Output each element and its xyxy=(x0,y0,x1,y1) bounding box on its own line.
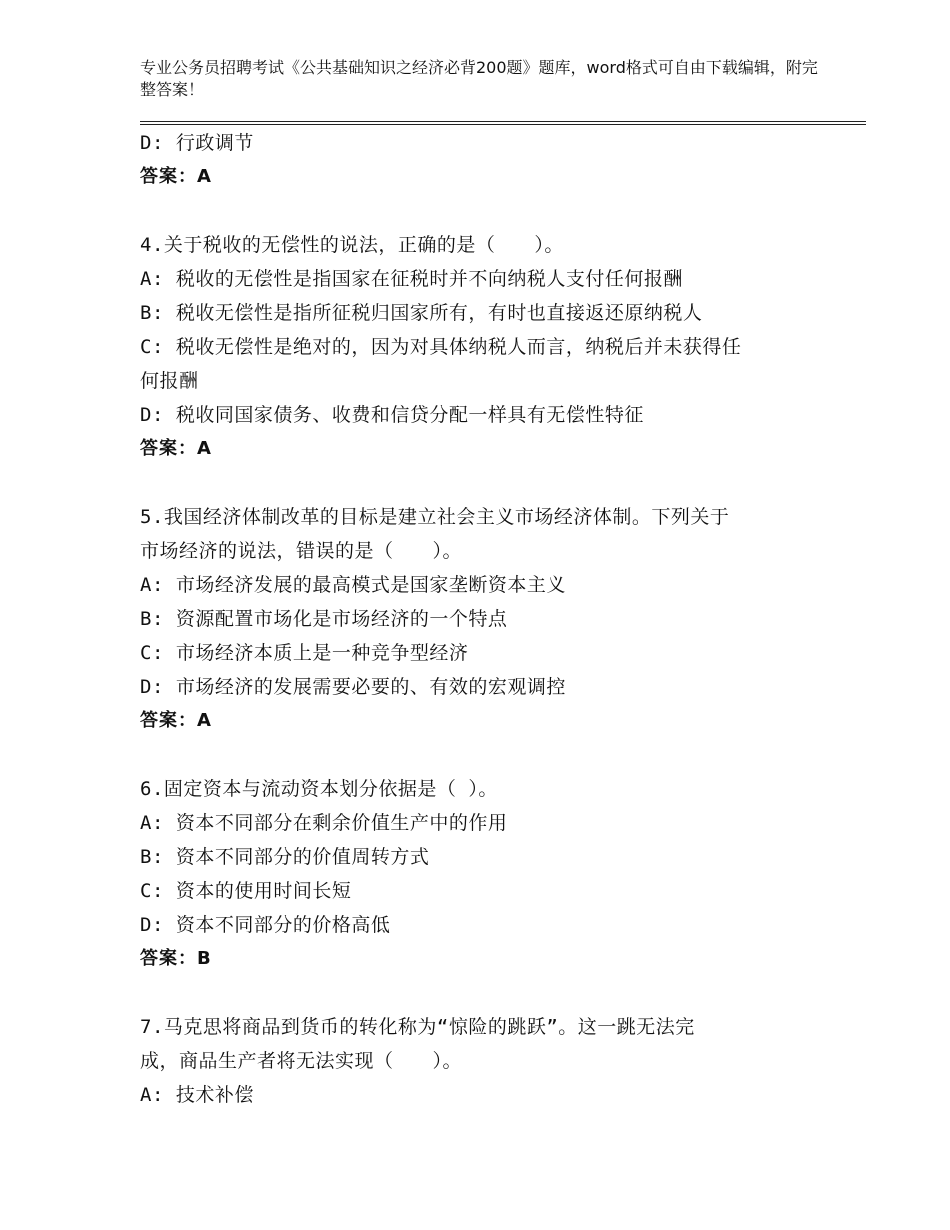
question-stem: 6.固定资本与流动资本划分依据是（ ）。 xyxy=(140,778,498,800)
question-block xyxy=(140,772,830,1010)
answer: 答案：A xyxy=(140,166,212,187)
question-stem: 市场经济的说法，错误的是（ ）。 xyxy=(140,540,463,562)
spacer xyxy=(140,194,830,228)
spacer xyxy=(140,738,830,772)
option-c: 何报酬 xyxy=(140,370,199,392)
document-header: 专业公务员招聘考试《公共基础知识之经济必背200题》题库，word格式可自由下载编辑，附完整答案！ xyxy=(140,58,818,99)
option-a: A: 资本不同部分在剩余价值生产中的作用 xyxy=(140,812,508,834)
option-d: D: 税收同国家债务、收费和信贷分配一样具有无偿性特征 xyxy=(140,404,644,426)
answer: 答案：A xyxy=(140,710,212,731)
option-c: C: 税收无偿性是绝对的，因为对具体纳税人而言，纳税后并未获得任 xyxy=(140,336,742,358)
question-list xyxy=(140,126,830,1112)
option-d: D: 行政调节 xyxy=(140,132,254,154)
option-a: A: 技术补偿 xyxy=(140,1084,254,1106)
header-rule-bottom xyxy=(140,124,866,125)
question-block xyxy=(140,1010,830,1112)
question-stem: 7.马克思将商品到货币的转化称为“惊险的跳跃”。这一跳无法完 xyxy=(140,1016,695,1038)
answer: 答案：B xyxy=(140,948,212,969)
answer: 答案：A xyxy=(140,438,212,459)
option-b: B: 资本不同部分的价值周转方式 xyxy=(140,846,430,868)
option-a: A: 市场经济发展的最高模式是国家垄断资本主义 xyxy=(140,574,566,596)
option-b: B: 税收无偿性是指所征税归国家所有，有时也直接返还原纳税人 xyxy=(140,302,703,324)
questions-container xyxy=(140,228,830,1112)
option-a: A: 税收的无偿性是指国家在征税时并不向纳税人支付任何报酬 xyxy=(140,268,683,290)
option-d: D: 资本不同部分的价格高低 xyxy=(140,914,391,936)
option-c: C: 市场经济本质上是一种竞争型经济 xyxy=(140,642,469,664)
question-stem: 5.我国经济体制改革的目标是建立社会主义市场经济体制。下列关于 xyxy=(140,506,730,528)
question-block xyxy=(140,500,830,772)
header-rule-top xyxy=(140,121,866,122)
option-d: D: 市场经济的发展需要必要的、有效的宏观调控 xyxy=(140,676,566,698)
question-stem: 成，商品生产者将无法实现（ ）。 xyxy=(140,1050,463,1072)
spacer xyxy=(140,976,830,1010)
question-block xyxy=(140,228,830,500)
question-stem: 4.关于税收的无偿性的说法，正确的是（ ）。 xyxy=(140,234,564,256)
option-c: C: 资本的使用时间长短 xyxy=(140,880,352,902)
spacer xyxy=(140,466,830,500)
option-b: B: 资源配置市场化是市场经济的一个特点 xyxy=(140,608,508,630)
